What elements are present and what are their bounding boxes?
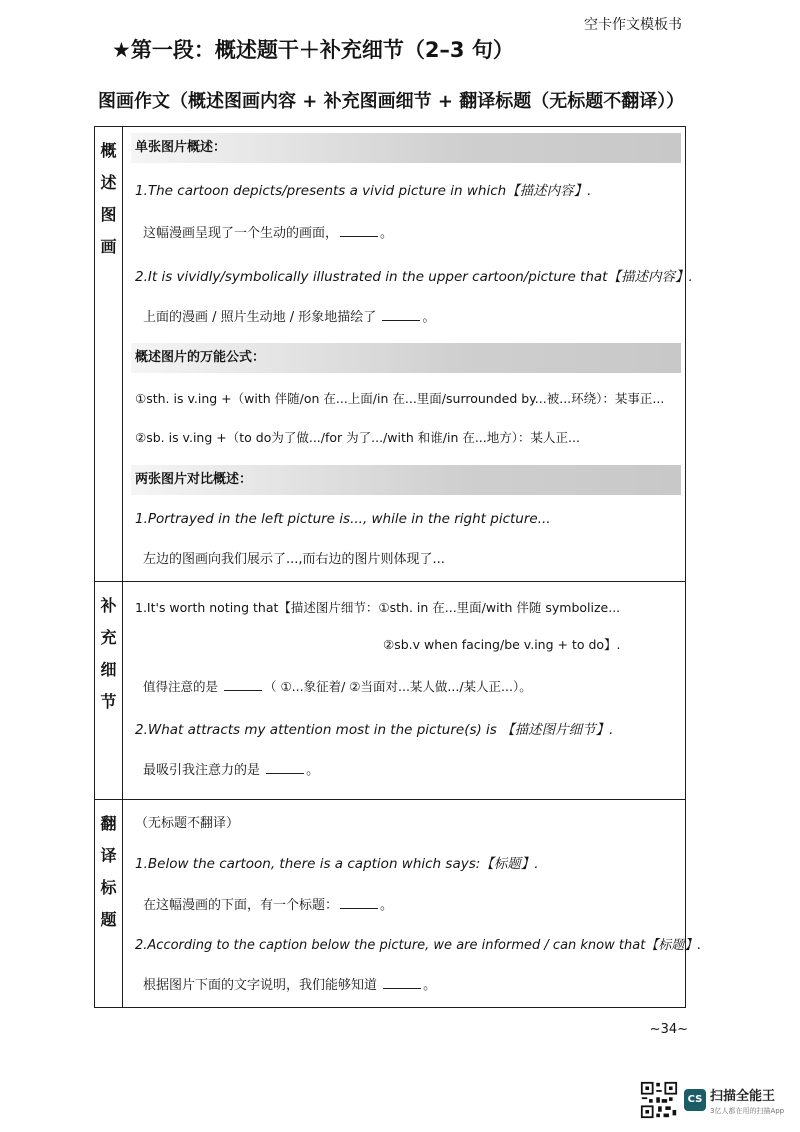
row-label-details bbox=[95, 582, 123, 799]
brand-text bbox=[710, 1085, 784, 1116]
formula-heading: 概述图片的万能公式： bbox=[131, 343, 681, 373]
details-en-2: 2.What attracts my attention most in the picture(s) is 【描述图片细节】. bbox=[135, 722, 614, 738]
single-en-1: 1.The cartoon depicts/presents a vivid picture in which【描述内容】. bbox=[135, 183, 592, 199]
book-title: 空卡作文模板书 bbox=[584, 17, 682, 33]
caption-cn-1 bbox=[143, 894, 393, 913]
row-label-translate bbox=[95, 800, 123, 1007]
single-cn-1-text: 这幅漫画呈现了一个生动的画面， bbox=[143, 226, 339, 241]
label-char: 标 bbox=[100, 878, 117, 897]
formula-2: ②sb. is v.ing +（to do为了做.../for 为了.../with 和谁/in 在...地方）：某人正... bbox=[135, 430, 580, 445]
sub-title: 图画作文（概述图画内容 + 补充图画细节 + 翻译标题（无标题不翻译）） bbox=[98, 91, 685, 112]
scanner-watermark bbox=[640, 1080, 784, 1120]
compare-en: 1.Portrayed in the left picture is..., while in the right picture... bbox=[135, 511, 551, 527]
label-char: 译 bbox=[100, 846, 117, 865]
template-table bbox=[94, 126, 702, 1008]
compare-cn: 左边的图画向我们展示了...,而右边的图片则体现了... bbox=[143, 552, 445, 567]
fill-blank bbox=[340, 898, 378, 909]
label-char: 细 bbox=[100, 660, 117, 679]
caption-cn-2-text: 根据图片下面的文字说明，我们能够知道 bbox=[143, 978, 378, 993]
caption-en-2: 2.According to the caption below the picture, we are informed / can know that【标题】. bbox=[135, 938, 702, 953]
page-number: ~34~ bbox=[649, 1022, 688, 1037]
fill-blank bbox=[266, 763, 304, 774]
details-en-1-line-2: ②sb.v when facing/be v.ing + to do】. bbox=[383, 637, 621, 652]
details-cn-1-end: （ ①...象征着/ ②当面对...某人做.../某人正...）。 bbox=[264, 679, 532, 694]
single-cn-2-end: 。 bbox=[422, 310, 436, 325]
single-cn-1-end: 。 bbox=[380, 226, 394, 241]
brand-tagline: 3亿人都在用的扫描App bbox=[710, 1106, 785, 1115]
row-content bbox=[125, 127, 693, 581]
fill-blank bbox=[224, 680, 262, 691]
row-label-describe bbox=[95, 127, 123, 581]
row-supplement-details bbox=[95, 581, 685, 799]
caption-cn-2-end: 。 bbox=[423, 978, 437, 993]
label-char: 节 bbox=[100, 692, 117, 711]
details-cn-2-end: 。 bbox=[306, 763, 320, 778]
no-caption-note: （无标题不翻译） bbox=[135, 816, 240, 831]
brand-name: 扫描全能王 bbox=[710, 1088, 776, 1104]
details-cn-1 bbox=[143, 677, 532, 695]
caption-cn-1-text: 在这幅漫画的下面，有一个标题： bbox=[143, 898, 339, 913]
fill-blank bbox=[340, 226, 378, 237]
label-char: 概 bbox=[100, 141, 117, 160]
single-cn-2 bbox=[143, 306, 435, 325]
details-cn-1-text: 值得注意的是 bbox=[143, 679, 219, 694]
caption-cn-1-end: 。 bbox=[380, 898, 394, 913]
details-cn-2-text: 最吸引我注意力的是 bbox=[143, 763, 261, 778]
caption-cn-2 bbox=[143, 974, 436, 993]
row-describe-picture bbox=[95, 127, 693, 581]
compare-heading: 两张图片对比概述： bbox=[131, 465, 681, 495]
cs-logo: CS bbox=[684, 1089, 706, 1111]
row-translate-caption bbox=[95, 799, 702, 1007]
section-title: ★第一段：概述题干＋补充细节（2–3 句） bbox=[112, 38, 514, 62]
single-cn-2-text: 上面的漫画 / 照片生动地 / 形象地描绘了 bbox=[143, 310, 377, 325]
label-char: 画 bbox=[100, 237, 117, 256]
label-char: 图 bbox=[100, 205, 117, 224]
single-picture-heading: 单张图片概述： bbox=[131, 133, 681, 163]
row-content bbox=[125, 582, 685, 799]
fill-blank bbox=[383, 978, 421, 989]
single-en-2: 2.It is vividly/symbolically illustrated in the upper cartoon/picture that【描述内容】. bbox=[135, 269, 693, 285]
row-content bbox=[125, 800, 702, 1007]
single-cn-1 bbox=[143, 222, 393, 241]
formula-1: ①sth. is v.ing +（with 伴随/on 在...上面/in 在...里面/surrounded by...被...环绕）：某事正... bbox=[135, 391, 665, 406]
label-char: 充 bbox=[100, 628, 117, 647]
fill-blank bbox=[382, 310, 420, 321]
caption-en-1: 1.Below the cartoon, there is a caption which says:【标题】. bbox=[135, 856, 539, 872]
label-char: 述 bbox=[100, 173, 117, 192]
label-char: 题 bbox=[100, 910, 117, 929]
label-char: 补 bbox=[100, 596, 117, 615]
details-cn-2 bbox=[143, 759, 319, 778]
qr-code-icon bbox=[640, 1081, 678, 1119]
label-char: 翻 bbox=[100, 814, 117, 833]
details-en-1-line-1: 1.It's worth noting that【描述图片细节：①sth. in 在...里面/with 伴随 symbolize... bbox=[135, 600, 621, 615]
